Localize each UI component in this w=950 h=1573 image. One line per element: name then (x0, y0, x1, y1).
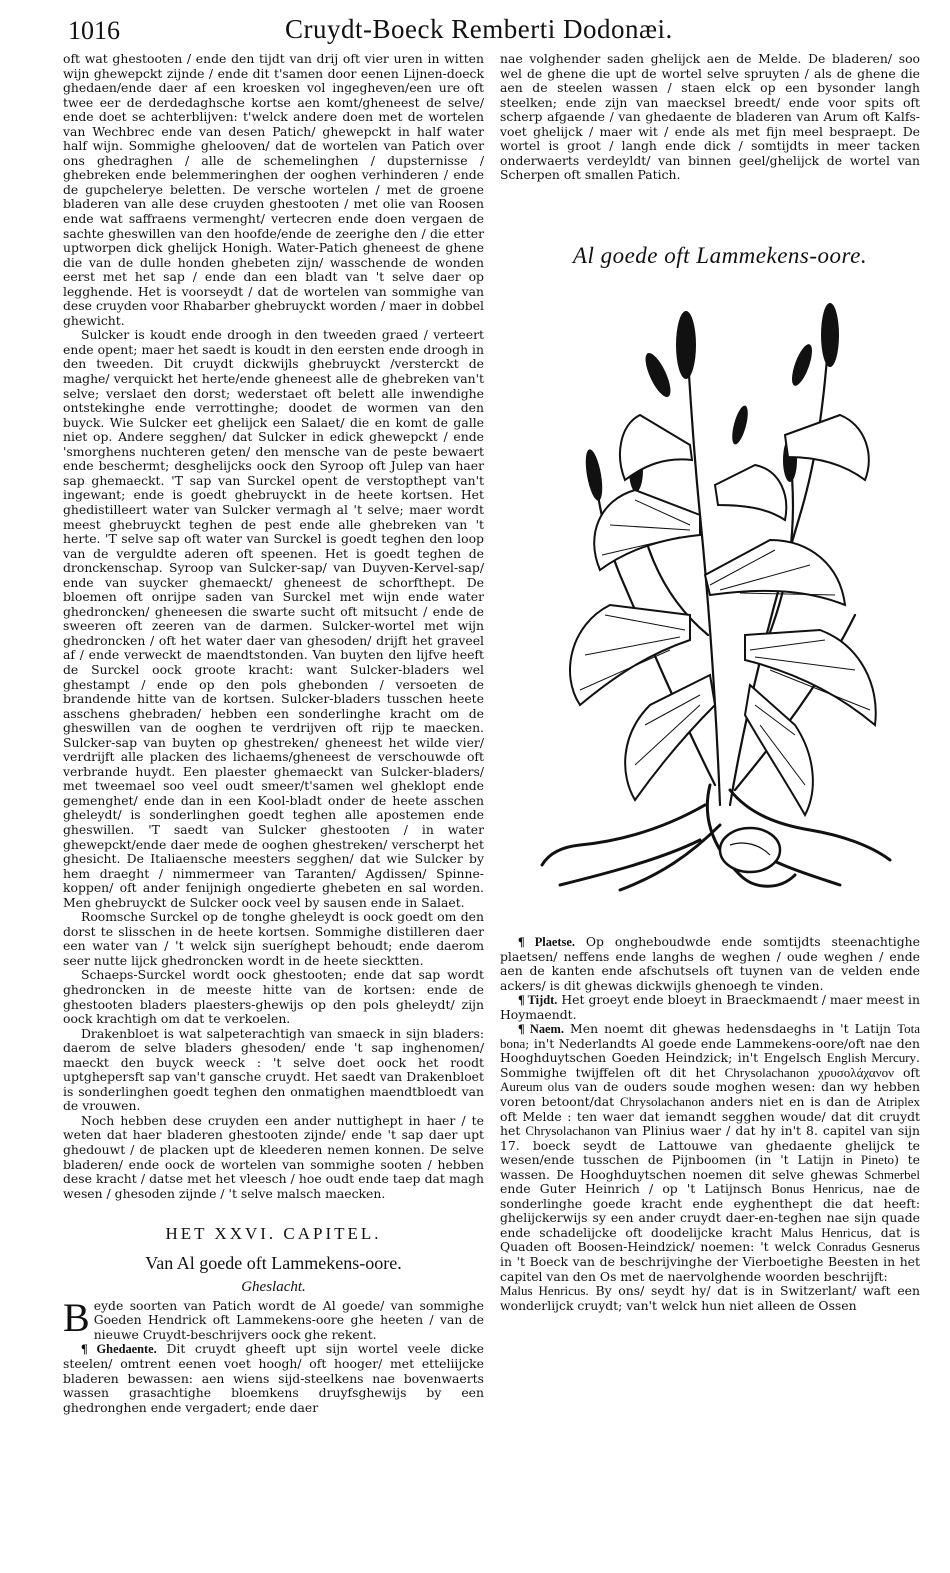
naem-latin-2: English Mercury (826, 1050, 917, 1066)
naem-label: ¶ Naem. (518, 1022, 564, 1037)
intro-text: eyde soorten van Patich wordt de Al goede/ van sommighe Goeden Hendrick oft Lammekens-oore ghe heeten / van de nieuwe Cruydt-beschrijvers oock ghe rekent. (93, 1297, 484, 1342)
naem-latin-1: Tota bona (500, 1021, 920, 1051)
paragraph-schaeps-surckel: Schaeps-Surckel wordt oock ghestooten; ende dat sap wordt ghedroncken in de meeste hitte van de kortsen: ende de ghestooten bladers plaesters-ghewijs op den pols gheleydt/ zijn oock krachtigh om dat te verkoelen. (63, 967, 484, 1027)
running-head (60, 8, 930, 48)
naem-latin-10: Bonus Henricus (771, 1181, 860, 1197)
closing-latin: Malus Henricus. (500, 1283, 589, 1299)
naem-text-6: anders niet en is dan de (704, 1094, 877, 1110)
page-number: 1016 (68, 16, 120, 45)
paragraph-naem (500, 1022, 920, 1284)
drop-cap: B (63, 1294, 90, 1340)
tijdt-label: ¶ Tijdt. (518, 993, 558, 1008)
paragraph-sulcker: Sulcker is koudt ende droogh in den tweeden graed / verteert ende opent; maer het saedt is koudt in den eersten ende droogh in den tweeden. Dit cruydt dickwijls ghebruyckt /versterckt de maghe/ verquickt het herte/ende gheneest alle de ghebreken van't selve; verslaet den dorst; wederstaet oft belett alle inwendighe ontstekinghe ende verrottinghe; doodet de wormen van den buyck. Wie Sulcker eet ghelijck een Salaet/ die en komt de galle niet op. Andere segghen/ dat Sulcker in edick ghewepckt / ende 'smorghens nuchteren geten/ den mensche van de peste bewaert ende beschermt; desghelijcks oock den Syroop oft Julep van haer sap ghemaeckt. 'T sap van Surckel opent de verstopthept van't ingewant; ende is goedt ghebruyckt in de heete kortsen. Het ghedistilleert water van Sulcker vermagh al 't selve; maer wordt meest ghebruyckt teghen de pest ende alle ghebreken van 't herte. 'T selve sap oft water van Surckel is goedt teghen den loop van de verguldte aderen oft speenen. Het is goedt teghen de dronckenschap. Syroop van Sulcker-sap/ van Duyven-Kervel-sap/ ende van suycker ghemaeckt/ gheneest de schorfthept. De bloemen oft onrijpe saden van Surckel met wijn ende water ghedroncken/ gheneesen die swarte sucht oft mitsucht / ende de sweeren oft zeeren van de darmen. Sulcker-wortel met wijn ghedroncken / oft het water daer van ghesoden/ drijft het graveel af / ende verweckt de maendtstonden. Van buyten den lijfve heeft de Surckel oock groote kracht: want Sulcker-bladers wel ghestampt / ende op den pols ghebonden / versoeten de brandende hitte van de kortsen. Sulcker-bladers tusschen heete asschens ghebraden/ hebben een sonderlinghe kracht om de gheswillen van de ooghen te verdrijven oft rijp te maecken. Sulcker-sap van buyten op ghestreken/ gheneest het wilde vier/ verdrijft alle placken des lichaems/gheneest de verschouwde oft verbrande huydt. Een plaester ghemaeckt van Sulcker-bladers/ met tweemael soo veel oudt smeer/t'samen wel gheklopt ende gemenghet/ ende dan in een Kool-bladt onder de heete asschen gheleydt/ is sonderlinghen goedt teghen alle apostemen ende gheswillen. 'T saedt van Sulcker ghestooten / in water ghewepckt/ende daer mede de ooghen ghestreken/ verscherpt het ghesicht. De Italiaensche meesters segghen/ dat wie Sulcker by hem draeght / nimmermeer van Taranten/ Agdissen/ Spinne-koppen/ oft ander fenijnigh ongedierte ghebeten en sal worden. Men ghebruyckt de Sulcker oock veel by sausen ende in Salaet. (63, 327, 484, 910)
naem-greek-1: χρυσολάχανον (818, 1064, 894, 1080)
naem-text-4: oft (893, 1064, 920, 1080)
naem-text-8: van Plinius waer / dat hy in't 8. capitel van sijn 17. boeck seydt de Lattouwe van ghedaente ghelijck te wesen/ende tusschen de Pijnboomen (in 't Latijn (500, 1123, 920, 1168)
chapter-heading: HET XXVI. CAPITEL. (165, 1224, 382, 1244)
figure-caption: Al goede oft Lammekens-oore. (572, 243, 868, 268)
paragraph-continuation: nae volghender saden ghelijck aen de Melde. De bladeren/ soo wel de ghene die upt de wortel selve spruyten / als de ghene die aen de steelen wassen / staen elck op een bysonder langh steelken; ende zijn van maecksel breedt/ ende voor spits oft scherp afgaende / van ghedaente de bladeren van Arum oft Kalfs-voet ghelijck / maer wit / ende als met fijn meel bespraept. De wortel is groot / langh ende dick / somtijdts in meer tacken onderwaerts verdeyldt/ van binnen geel/ghelijck de wortel van Scherpen oft smallen Patich. (500, 51, 920, 183)
naem-text-1: Men noemt dit ghewas hedensdaeghs in 't Latijn (563, 1021, 898, 1037)
naem-latin-7: Chrysolachanon (525, 1123, 610, 1139)
naem-text-3: . Sommighe twijffelen oft dit het (500, 1050, 920, 1080)
paragraph-roomsche-surckel: Roomsche Surckel op de tonghe gheleydt is oock goedt om den dorst te slisschen in de heete kortsen. Sommighe distilleren daer een water van / 't welck sijn sueríghept behoudt; ende daerom seer nutte lijck ghedroncken wordt in de heete siecktten. (63, 909, 484, 968)
naem-text-12: , dat is Quaden oft Boosen-Heindzick/ noemen: 't welck (500, 1224, 921, 1255)
naem-latin-12: Conradus Gesnerus (816, 1239, 920, 1255)
right-column-bottom (500, 935, 920, 1313)
left-column (63, 52, 484, 1415)
paragraph-plaetse (500, 935, 920, 993)
ghedaente-label: ¶ Ghedaente. (81, 1342, 157, 1357)
chapter-subtitle: Van Al goede oft Lammekens-oore. (145, 1252, 402, 1273)
tijdt-text: Het groeyt ende bloeyt in Braeckmaendt / maer meest in Hoymaendt. (500, 992, 920, 1022)
paragraph-ghedaente (63, 1342, 484, 1415)
naem-latin-4: Aureum olus (500, 1079, 570, 1095)
paragraph-drakenbloet: Drakenbloet is wat salpeterachtigh van smaeck in sijn bladers: daerom de selve bladers ghesoden/ ende 't sap inghenomen/ maeckt den buyck weeck : 't selve doet oock het roodt uptghepersft sap van't gansche cruydt. Het saedt van Drakenbloet is sonderlinghen goedt teghen den onmatighen maendtbloedt van de vrouwen. (63, 1025, 484, 1114)
naem-text-7: oft Melde : ten waer dat iemandt segghen woude/ dat dit cruydt het (500, 1108, 920, 1139)
naem-latin-11: Malus Henricus (780, 1224, 869, 1240)
naem-text-13: in 't Boeck van de beschrijvinghe der Vierboetighe Beesten in het capitel van den Os met de naervolghende woorden beschrijft: (500, 1254, 920, 1284)
paragraph-remedies: oft wat ghestooten / ende den tijdt van drij oft vier uren in witten wijn ghewepckt zijnde / ende dit t'samen door eenen Lijnen-doeck ghedaen/ende daer af een kroesken vol ingegheven/een ure oft twee eer de derdedaghsche kortse aen komt/gheneest de selve/ ende doet se achterblijven: t'welck andere doen met de wortelen van Wechbrec ende van desen Patich/ ghewepckt in half water half wijn. Sommighe ghelooven/ dat de wortelen van Patich over ons ghedraghen / alle de schemelinghen / dupsternisse / ghebreken ende belemmeringhen der ooghen verhinderen / ende de gupchelerye beletten. De versche wortelen / met de groene bladeren van alle dese cruyden ghestooten / met olie van Roosen ende wat saffraens vermenght/ vertecren ende doen vergaen de sachte gheswillen van den hoofde/ende de zeerighe den / die etter uptworpen dick ghelijck Honigh. Water-Patich gheneest de ghene die van de dulle honden ghebeten zijn/ wasschende de wonden eerst met het sap / ende dan een bladt van 't selve daer op legghende. Het is voorseydt / dat de wortelen van sommighe van dese cruyden voor Rhabarber ghebruyckt worden / maer in dobbel ghewicht. (63, 51, 484, 328)
naem-latin-8: in Pineto (842, 1152, 895, 1168)
section-label-gheslacht: Gheslacht. (241, 1279, 306, 1296)
closing-text: By ons/ seydt hy/ dat is in Switzerlant/ waft een wonderlijck cruydt; van't welck hun niet alleen de Ossen (500, 1283, 920, 1313)
paragraph-malus-henricus (500, 1284, 920, 1313)
plant-woodcut-illustration (540, 285, 900, 905)
plaetse-text: Op ongheboudwde ende somtijdts steenachtighe plaetsen/ neffens ende langhs de weghen / oude weghen / ende aen de kanten ende afschutsels oft tuynen van de velden ende ackers/ is dit ghewas dickwijls ghenoegh te vinden. (500, 934, 920, 993)
naem-text-5: van de ouders soude moghen wesen: dan wy hebben voren betoont/dat (500, 1079, 920, 1110)
paragraph-nuttighept: Noch hebben dese cruyden een ander nuttighept in haer / te weten dat haer bladeren ghestooten zijnde/ ende 't sap daer upt ghedouwt / de placken upt de kleederen nemen konnen. De selve bladeren/ ende oock de wortelen van sommighe sooten / hebben dese kracht / datse met het vleesch / hoe oudt ende taep dat magh wesen / ghesoden zijnde / 't selve malsch maecken. (63, 1112, 484, 1201)
running-title: Cruydt-Boeck Remberti Dodonæi. (285, 14, 673, 44)
ghedaente-text: Dit cruydt gheeft upt sijn wortel veele dicke steelen/ omtrent eenen voet hoogh/ oft hooger/ met etteliijcke bladeren bewassen: aen wiens sijd-steelkens nae bovenwaerts wassen grasachtighe bloemkens druyfsghewijs by een ghedronghen ende vergadert; ende daer (63, 1341, 484, 1415)
paragraph-tijdt (500, 993, 920, 1022)
naem-text-11: , nae de sonderlinghe goede kracht ende eyghenthept die dat heeft: ghelijckerwijs sy een ander cruydt daer-en-teghen nae sijn quade ende schadelijcke oft doodelijcke kracht (500, 1181, 920, 1240)
naem-text-2: ; in't Nederlandts Al goede ende Lammekens-oore/oft nae den Hooghduytschen Goeden Heindzick; in't Engelsch (500, 1035, 920, 1066)
paragraph-intro (63, 1294, 484, 1343)
right-column-top (500, 52, 920, 183)
naem-text-9: ) te wassen. De Hooghduytschen noemen dit selve ghewas (500, 1152, 920, 1182)
naem-latin-9: Schmerbel (864, 1166, 920, 1182)
naem-text-10: ende Guter Heinrich / op 't Latijnsch (500, 1181, 772, 1197)
naem-latin-3: Chrysolachanon (724, 1064, 810, 1080)
naem-latin-6: Atriplex (876, 1094, 921, 1110)
naem-latin-5: Chrysolachanon (619, 1094, 705, 1110)
plaetse-label: ¶ Plaetse. (518, 935, 575, 949)
